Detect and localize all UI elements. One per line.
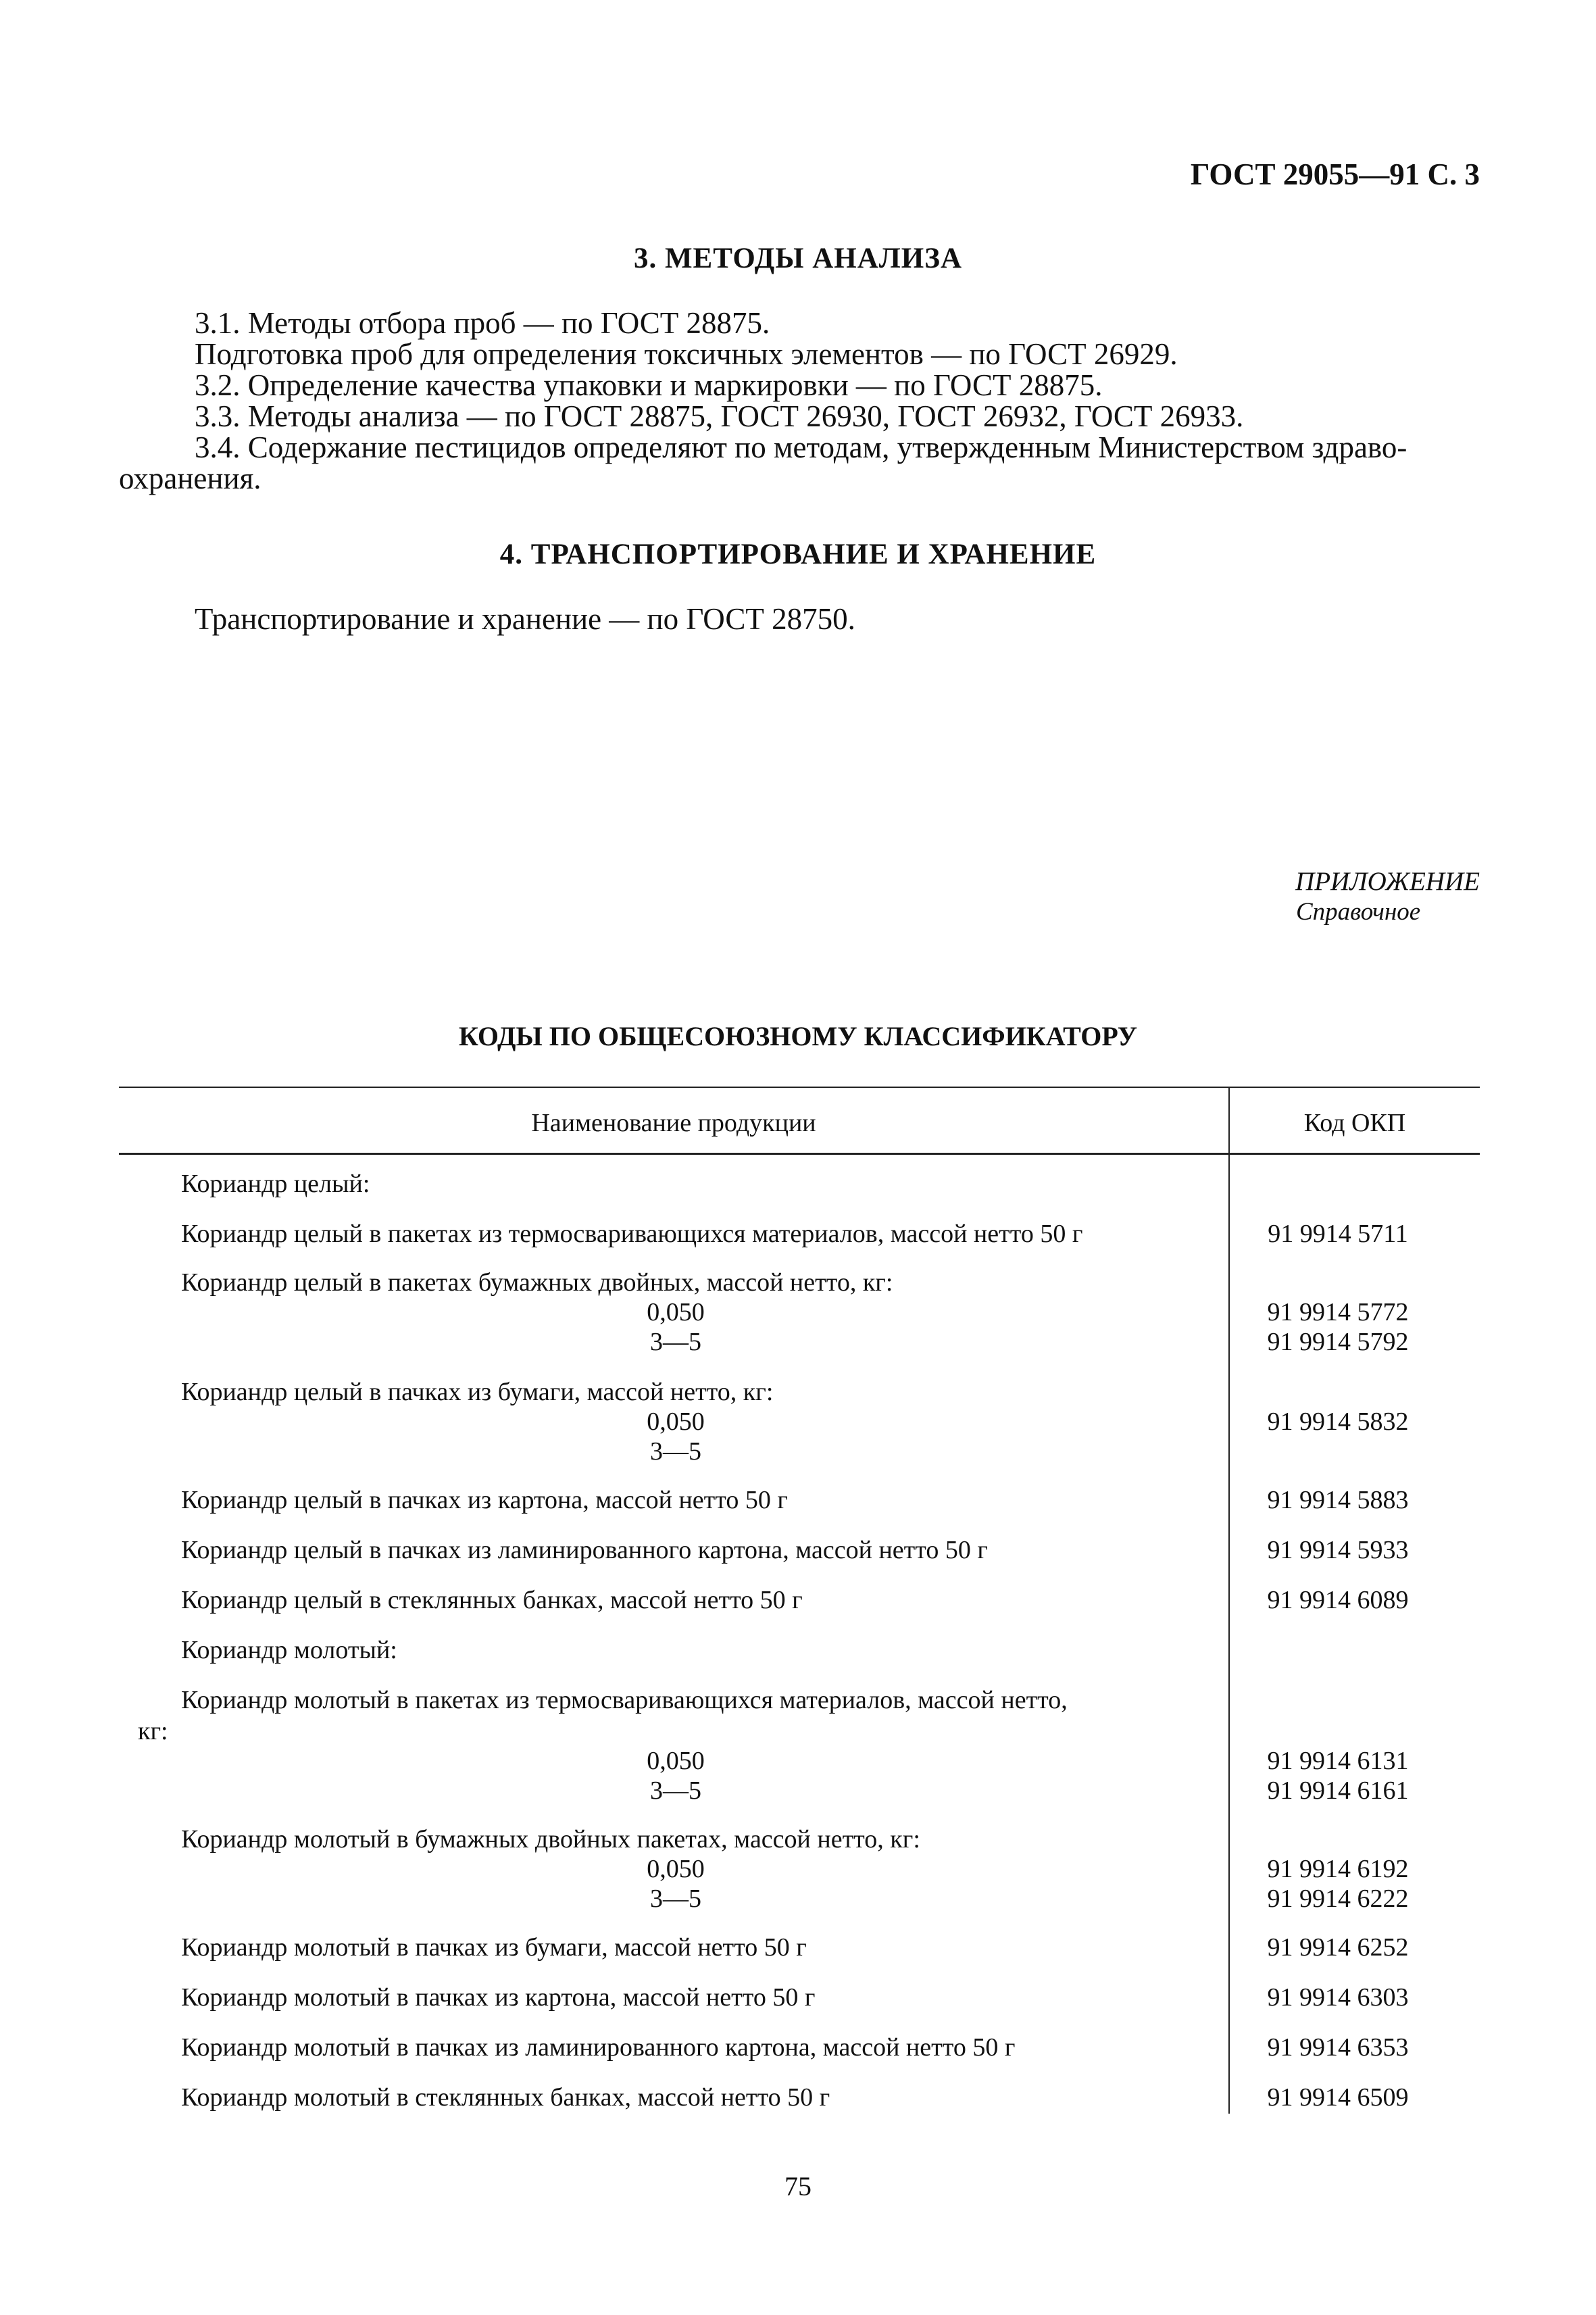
- table-row-name: Кориандр целый в пачках из картона, массой нетто 50 г: [181, 1486, 788, 1514]
- section-3-line: 3.2. Определение качества упаковки и маркировки — по ГОСТ 28875.: [195, 368, 1103, 402]
- section-3-line: Подготовка проб для определения токсичных элементов — по ГОСТ 26929.: [195, 337, 1178, 371]
- table-row-code: 91 9914 6192: [1267, 1855, 1409, 1883]
- table-row-code: 91 9914 6161: [1267, 1776, 1409, 1805]
- table-row-mass: 0,050: [647, 1855, 705, 1883]
- table-row-mass: 3—5: [650, 1885, 701, 1913]
- section-3-title: 3. МЕТОДЫ АНАЛИЗА: [633, 243, 963, 274]
- page-number: 75: [784, 2171, 812, 2201]
- table-row-code: 91 9914 5711: [1268, 1220, 1408, 1248]
- section-3-line: охранения.: [119, 462, 261, 495]
- table-row-name: Кориандр целый в пакетах из термосваривающихся материалов, массой нетто 50 г: [181, 1220, 1083, 1248]
- section-3-line: 3.3. Методы анализа — по ГОСТ 28875, ГОСТ 26930, ГОСТ 26932, ГОСТ 26933.: [195, 399, 1244, 433]
- section-3-line: 3.4. Содержание пестицидов определяют по методам, утвержденным Министерством здраво-: [195, 430, 1407, 464]
- table-row-code: 91 9914 5792: [1267, 1328, 1409, 1356]
- table-row-mass: 3—5: [650, 1776, 701, 1805]
- table-row-name: Кориандр молотый в пачках из бумаги, массой нетто 50 г: [181, 1933, 807, 1962]
- table-row-name-continued: кг:: [138, 1717, 168, 1745]
- table-row-name: Кориандр молотый в пачках из картона, массой нетто 50 г: [181, 1983, 816, 2012]
- table-row-code: 91 9914 6252: [1267, 1933, 1409, 1962]
- table-row-mass: 0,050: [647, 1408, 705, 1436]
- table-title: КОДЫ ПО ОБЩЕСОЮЗНОМУ КЛАССИФИКАТОРУ: [458, 1021, 1138, 1051]
- table-row-name: Кориандр молотый в стеклянных банках, массой нетто 50 г: [181, 2083, 830, 2112]
- table-row-name: Кориандр молотый в пакетах из термосваривающихся материалов, массой нетто,: [181, 1686, 1068, 1714]
- table-row-name: Кориандр целый в стеклянных банках, массой нетто 50 г: [181, 1586, 803, 1614]
- appendix-sublabel: Справочное: [1296, 898, 1421, 926]
- table-header-rule: [119, 1153, 1480, 1155]
- table-row-code: 91 9914 6222: [1267, 1885, 1409, 1913]
- table-row-name: Кориандр целый в пачках из ламинированного картона, массой нетто 50 г: [181, 1536, 988, 1564]
- table-top-rule: [119, 1087, 1480, 1088]
- table-row-code: 91 9914 5772: [1267, 1298, 1409, 1326]
- section-4-title: 4. ТРАНСПОРТИРОВАНИЕ И ХРАНЕНИЕ: [499, 539, 1097, 570]
- table-row-name: Кориандр молотый в бумажных двойных пакетах, массой нетто, кг:: [181, 1825, 920, 1853]
- table-row-code: 91 9914 5883: [1267, 1486, 1409, 1514]
- table-row-code: 91 9914 5832: [1267, 1408, 1409, 1436]
- table-row-code: 91 9914 6509: [1267, 2083, 1409, 2112]
- table-row-name: Кориандр молотый в пачках из ламинированного картона, массой нетто 50 г: [181, 2033, 1016, 2062]
- table-row-code: 91 9914 6353: [1267, 2033, 1409, 2062]
- document-header: ГОСТ 29055—91 С. 3: [1190, 157, 1480, 191]
- table-row-mass: 0,050: [647, 1747, 705, 1775]
- table-row-name: Кориандр целый в пакетах бумажных двойных, массой нетто, кг:: [181, 1268, 893, 1297]
- table-row-mass: 0,050: [647, 1298, 705, 1326]
- table-row-name: Кориандр целый:: [181, 1170, 370, 1198]
- table-row-mass: 3—5: [650, 1328, 701, 1356]
- table-row-code: 91 9914 5933: [1267, 1536, 1409, 1564]
- table-row-code: 91 9914 6131: [1267, 1747, 1409, 1775]
- section-4-text: Транспортирование и хранение — по ГОСТ 28750.: [195, 602, 855, 636]
- table-row-name: Кориандр целый в пачках из бумаги, массой нетто, кг:: [181, 1378, 774, 1406]
- table-row-name: Кориандр молотый:: [181, 1636, 397, 1664]
- column-header-code: Код ОКП: [1303, 1109, 1406, 1137]
- table-row-code: 91 9914 6089: [1267, 1586, 1409, 1614]
- table-row-mass: 3—5: [650, 1437, 701, 1466]
- table-row-code: 91 9914 6303: [1267, 1983, 1409, 2012]
- appendix-label: ПРИЛОЖЕНИЕ: [1295, 867, 1480, 896]
- column-header-name: Наименование продукции: [531, 1109, 816, 1137]
- section-3-line: 3.1. Методы отбора проб — по ГОСТ 28875.: [195, 306, 770, 340]
